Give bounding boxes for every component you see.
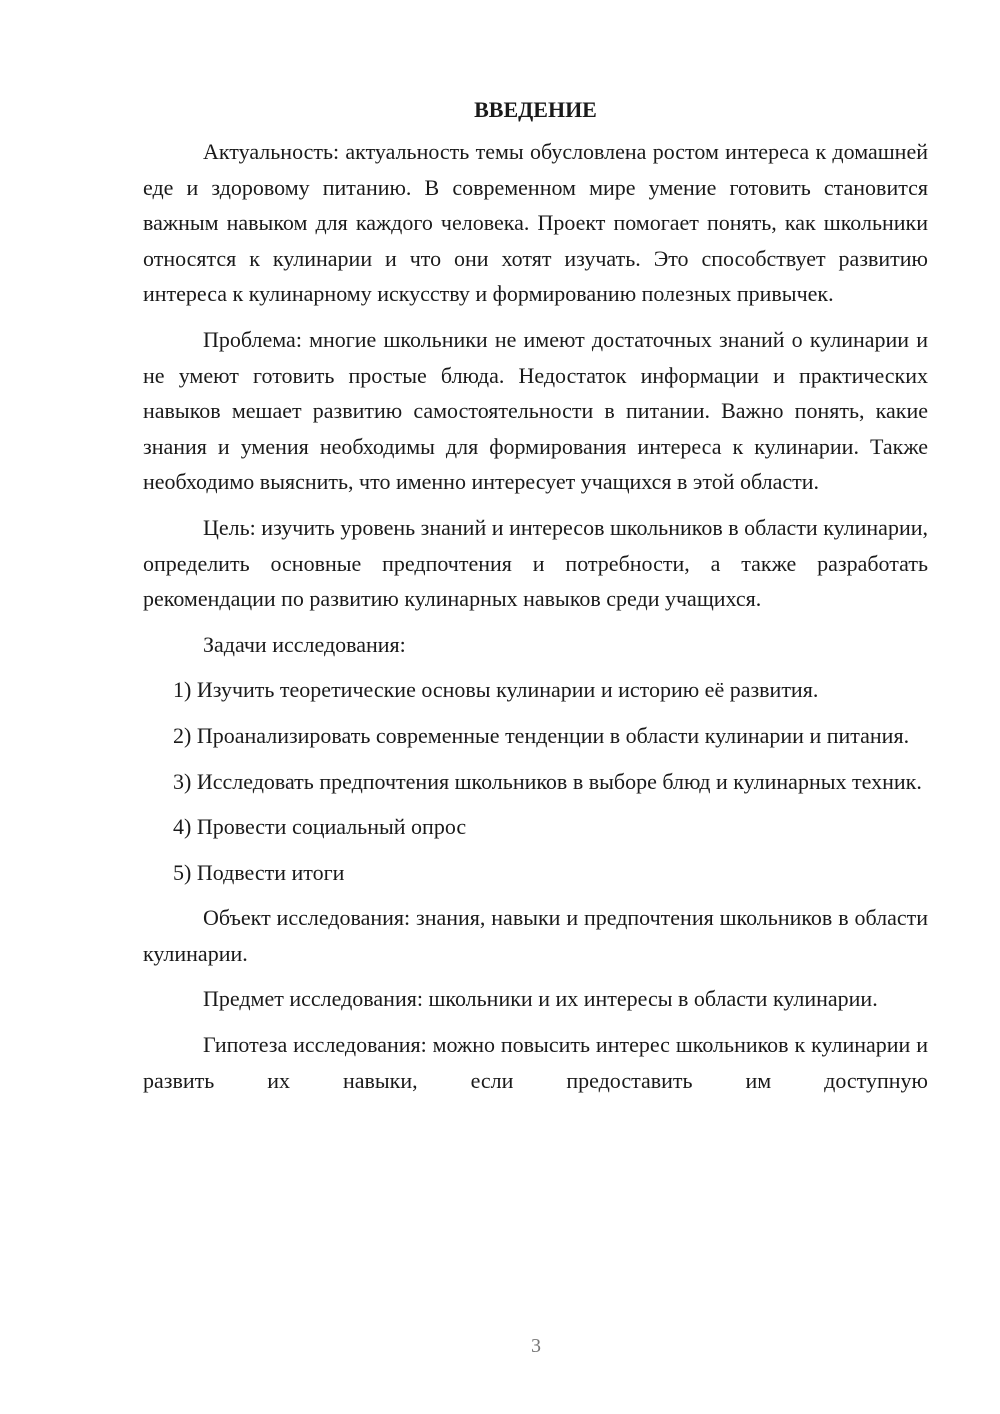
document-page: [143, 92, 928, 1108]
problem-paragraph: Проблема: многие школьники не имеют достаточных знаний о кулинарии и не умеют готовить простые блюда. Недостаток информации и практических навыков мешает развитию самостоятельности в питании. Важно понять, какие знания и умения необходимы для формирования интереса к кулинарии. Также необходимо выяснить, что именно интересует учащихся в этой области.: [143, 326, 928, 495]
section-heading: ВВЕДЕНИЕ: [474, 97, 597, 122]
task-item-2: 2) Проанализировать современные тенденции в области кулинарии и питания.: [173, 722, 910, 748]
goal-paragraph: Цель: изучить уровень знаний и интересов школьников в области кулинарии, определить основные предпочтения и потребности, а также разработать рекомендации по развитию кулинарных навыков среди учащихся.: [143, 514, 928, 612]
tasks-title: Задачи исследования:: [203, 631, 406, 657]
relevance-paragraph: Актуальность: актуальность темы обусловлена ростом интереса к домашней еде и здоровому питанию. В современном мире умение готовить становится важным навыком для каждого человека. Проект помогает понять, как школьники относятся к кулинарии и что они хотят изучать. Это способствует развитию интереса к кулинарному искусству и формированию полезных привычек.: [143, 139, 928, 307]
subject-paragraph: Предмет исследования: школьники и их интересы в области кулинарии.: [203, 986, 878, 1012]
task-item-5: 5) Подвести итоги: [173, 859, 345, 885]
task-item-1: 1) Изучить теоретические основы кулинарии и историю её развития.: [173, 677, 819, 703]
task-item-3: 3) Исследовать предпочтения школьников в выборе блюд и кулинарных техник.: [173, 768, 922, 794]
hypothesis-paragraph: Гипотеза исследования: можно повысить интерес школьников к кулинарии и развить их навыки, если предоставить им доступную: [143, 1032, 928, 1093]
page-number: 3: [531, 1335, 541, 1357]
task-item-4: 4) Провести социальный опрос: [173, 814, 467, 840]
object-paragraph: Объект исследования: знания, навыки и предпочтения школьников в области кулинарии.: [143, 905, 928, 966]
